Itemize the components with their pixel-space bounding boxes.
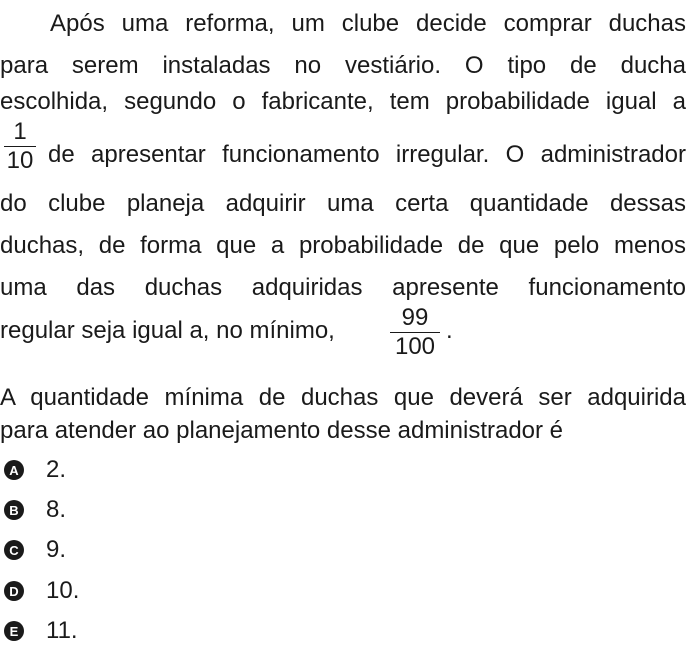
stem-line-2: para serem instaladas no vestiário. O tipo de ducha [0, 52, 686, 79]
stem-line-8: regular seja igual a, no mínimo, [0, 317, 335, 344]
stem-line-7: uma das duchas adquiridas apresente funcionamento [0, 274, 686, 301]
stem-line-10: para atender ao planejamento desse administrador é [0, 417, 564, 444]
stem-line-6: duchas, de forma que a probabilidade de que pelo menos [0, 232, 686, 259]
option-b[interactable] [4, 497, 66, 523]
option-d-letter-badge: D [4, 581, 24, 601]
option-b-text: 8. [46, 496, 67, 523]
option-c[interactable] [4, 537, 66, 563]
option-b-letter-badge: B [4, 500, 24, 520]
stem-line-3: escolhida, segundo o fabricante, tem probabilidade igual a [0, 88, 686, 115]
stem-line-5: do clube planeja adquirir uma certa quantidade dessas [0, 190, 686, 217]
option-d-text: 10. [46, 577, 80, 604]
option-d[interactable] [4, 578, 79, 604]
option-a-letter-badge: A [4, 460, 24, 480]
fraction-ninety-nine-hundredths [390, 304, 440, 361]
option-c-letter-badge: C [4, 540, 24, 560]
option-a-text: 2. [46, 456, 67, 483]
option-c-text: 9. [46, 536, 67, 563]
fraction-denominator: 100 [394, 333, 436, 360]
stem-line-8-period: . [446, 317, 453, 344]
stem-line-4: de apresentar funcionamento irregular. O administrador [48, 141, 686, 168]
option-e[interactable] [4, 618, 78, 644]
option-e-letter-badge: E [4, 621, 24, 641]
fraction-numerator: 1 [13, 118, 27, 145]
fraction-one-tenth [4, 118, 36, 175]
stem-line-1: Após uma reforma, um clube decide comprar duchas [50, 10, 686, 37]
option-a[interactable] [4, 457, 66, 483]
fraction-numerator: 99 [401, 304, 429, 331]
stem-line-9: A quantidade mínima de duchas que deverá ser adquirida [0, 384, 686, 411]
fraction-denominator: 10 [6, 147, 34, 174]
option-e-text: 11. [46, 617, 78, 644]
